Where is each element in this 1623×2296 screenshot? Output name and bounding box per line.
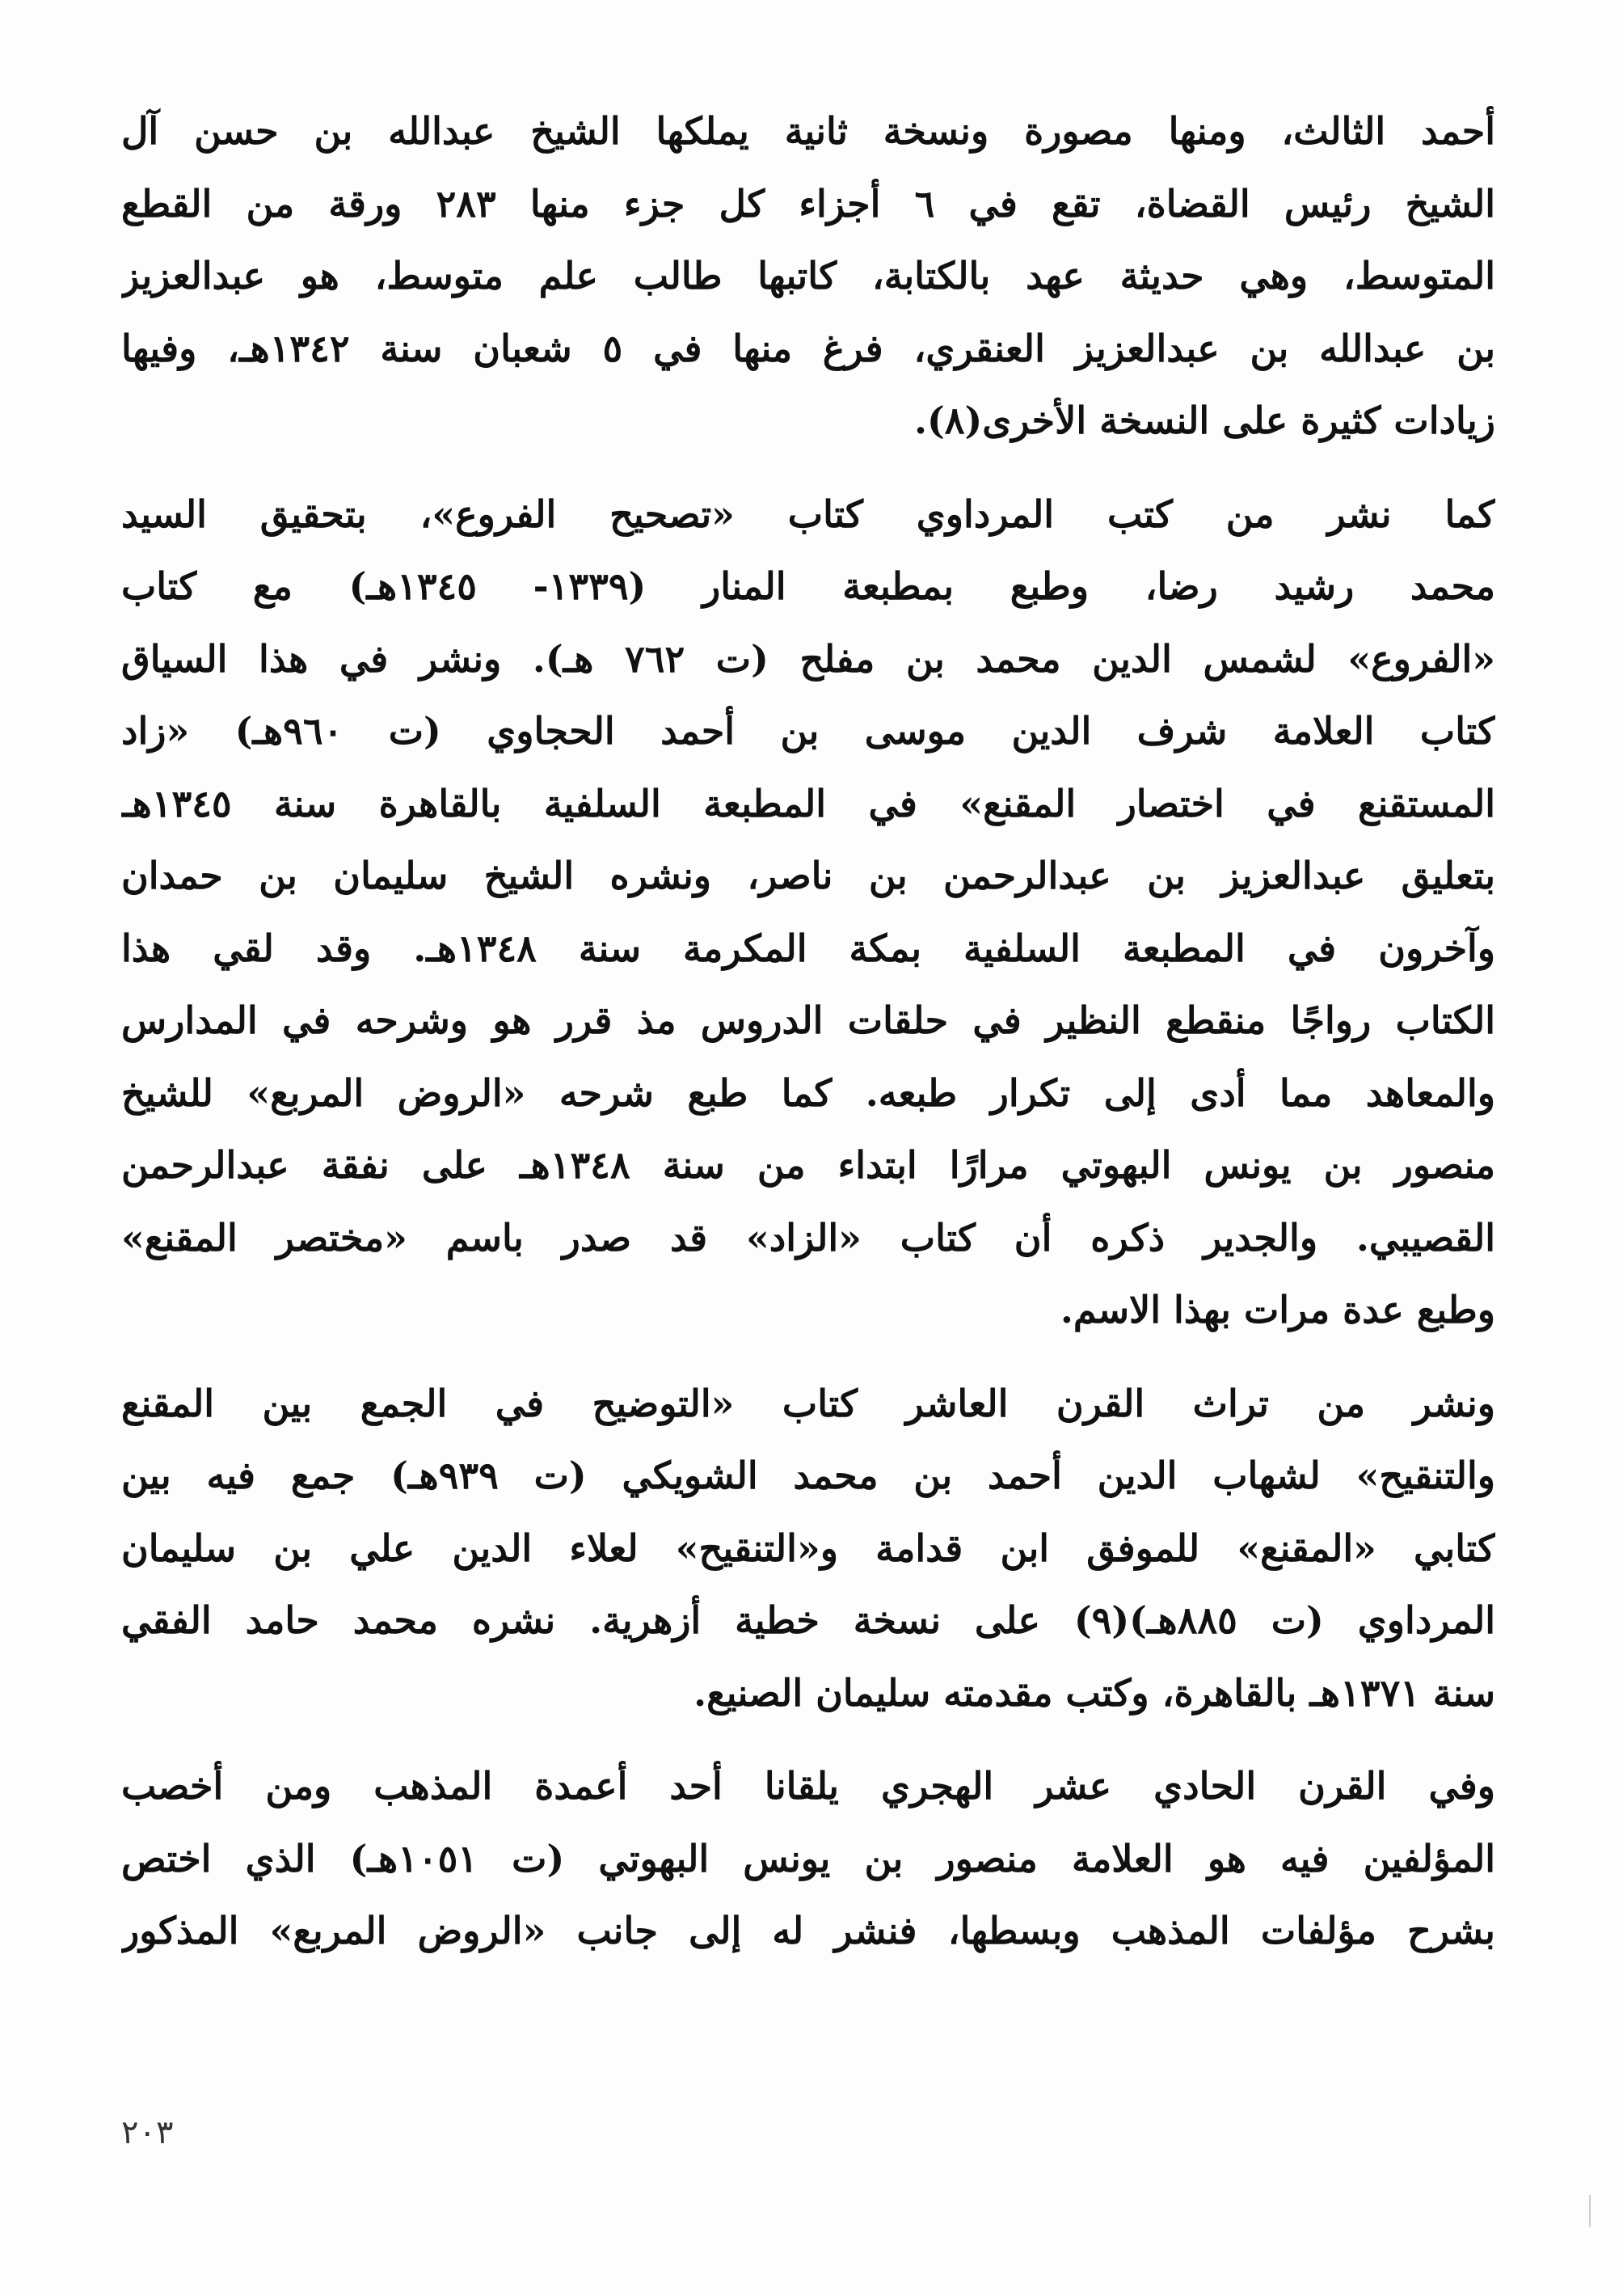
text-line: بن عبدالله بن عبدالعزيز العنقري، فرغ منها في ٥ شعبان سنة ١٣٤٢هـ، وفيها xyxy=(121,326,1495,370)
text-line: والتنقيح» لشهاب الدين أحمد بن محمد الشويكي (ت ٩٣٩هـ) جمع فيه بين xyxy=(121,1454,1495,1497)
text-line: المرداوي (ت ٨٨٥هـ)(٩) على نسخة خطية أزهرية. نشره محمد حامد الفقي xyxy=(121,1598,1495,1642)
text-line: المستقنع في اختصار المقنع» في المطبعة السلفية بالقاهرة سنة ١٣٤٥هـ xyxy=(121,781,1495,825)
body-text xyxy=(121,95,1495,1989)
text-line: والمعاهد مما أدى إلى تكرار طبعه. كما طبع شرحه «الروض المربع» للشيخ xyxy=(121,1070,1495,1115)
text-line: «الفروع» لشمس الدين محمد بن مفلح (ت ٧٦٢ هـ). ونشر في هذا السياق xyxy=(121,636,1495,681)
text-line: زيادات كثيرة على النسخة الأخرى(٨). xyxy=(914,399,1495,442)
text-line: المؤلفين فيه هو العلامة منصور بن يونس البهوتي (ت ١٠٥١هـ) الذي اختص xyxy=(121,1836,1495,1880)
text-line: وآخرون في المطبعة السلفية بمكة المكرمة سنة ١٣٤٨هـ. وقد لقي هذا xyxy=(121,926,1495,970)
scan-edge-mark xyxy=(1589,2195,1591,2227)
text-line: كتابي «المقنع» للموفق ابن قدامة و«التنقيح» لعلاء الدين علي بن سليمان xyxy=(121,1526,1495,1570)
text-line: بشرح مؤلفات المذهب وبسطها، فنشر له إلى جانب «الروض المربع» المذكور xyxy=(121,1909,1495,1952)
paragraph-2 xyxy=(121,479,1495,1347)
paragraph-4 xyxy=(121,1750,1495,1968)
text-line: وفي القرن الحادي عشر الهجري يلقانا أحد أعمدة المذهب ومن أخصب xyxy=(121,1764,1495,1808)
text-line: كما نشر من كتب المرداوي كتاب «تصحيح الفروع»، بتحقيق السيد xyxy=(121,492,1495,536)
text-line: الشيخ رئيس القضاة، تقع في ٦ أجزاء كل جزء منها ٢٨٣ ورقة من القطع xyxy=(121,181,1495,226)
text-line: وطبع عدة مرات بهذا الاسم. xyxy=(1060,1288,1495,1332)
text-line: بتعليق عبدالعزيز بن عبدالرحمن بن ناصر، ونشره الشيخ سليمان بن حمدان xyxy=(121,854,1495,897)
page-number: ٢٠٣ xyxy=(121,2114,174,2151)
text-line: محمد رشيد رضا، وطبع بمطبعة المنار (١٣٣٩- ١٣٤٥هـ) مع كتاب xyxy=(121,564,1495,608)
text-line: ونشر من تراث القرن العاشر كتاب «التوضيح في الجمع بين المقنع xyxy=(121,1381,1495,1425)
paragraph-1 xyxy=(121,95,1495,458)
text-line: منصور بن يونس البهوتي مرارًا ابتداء من سنة ١٣٤٨هـ على نفقة عبدالرحمن xyxy=(121,1143,1495,1187)
text-line: المتوسط، وهي حديثة عهد بالكتابة، كاتبها طالب علم متوسط، هو عبدالعزيز xyxy=(121,254,1495,298)
text-line: الكتاب رواجًا منقطع النظير في حلقات الدروس مذ قرر هو وشرحه في المدارس xyxy=(121,998,1495,1042)
text-line: سنة ١٣٧١هـ بالقاهرة، وكتب مقدمته سليمان الصنيع. xyxy=(693,1670,1495,1715)
paragraph-3 xyxy=(121,1368,1495,1730)
text-line: القصيبي. والجدير ذكره أن كتاب «الزاد» قد صدر باسم «مختصر المقنع» xyxy=(121,1215,1495,1260)
text-line: كتاب العلامة شرف الدين موسى بن أحمد الحجاوي (ت ٩٦٠هـ) «زاد xyxy=(121,709,1495,753)
text-line: أحمد الثالث، ومنها مصورة ونسخة ثانية يملكها الشيخ عبدالله بن حسن آل xyxy=(121,109,1495,153)
